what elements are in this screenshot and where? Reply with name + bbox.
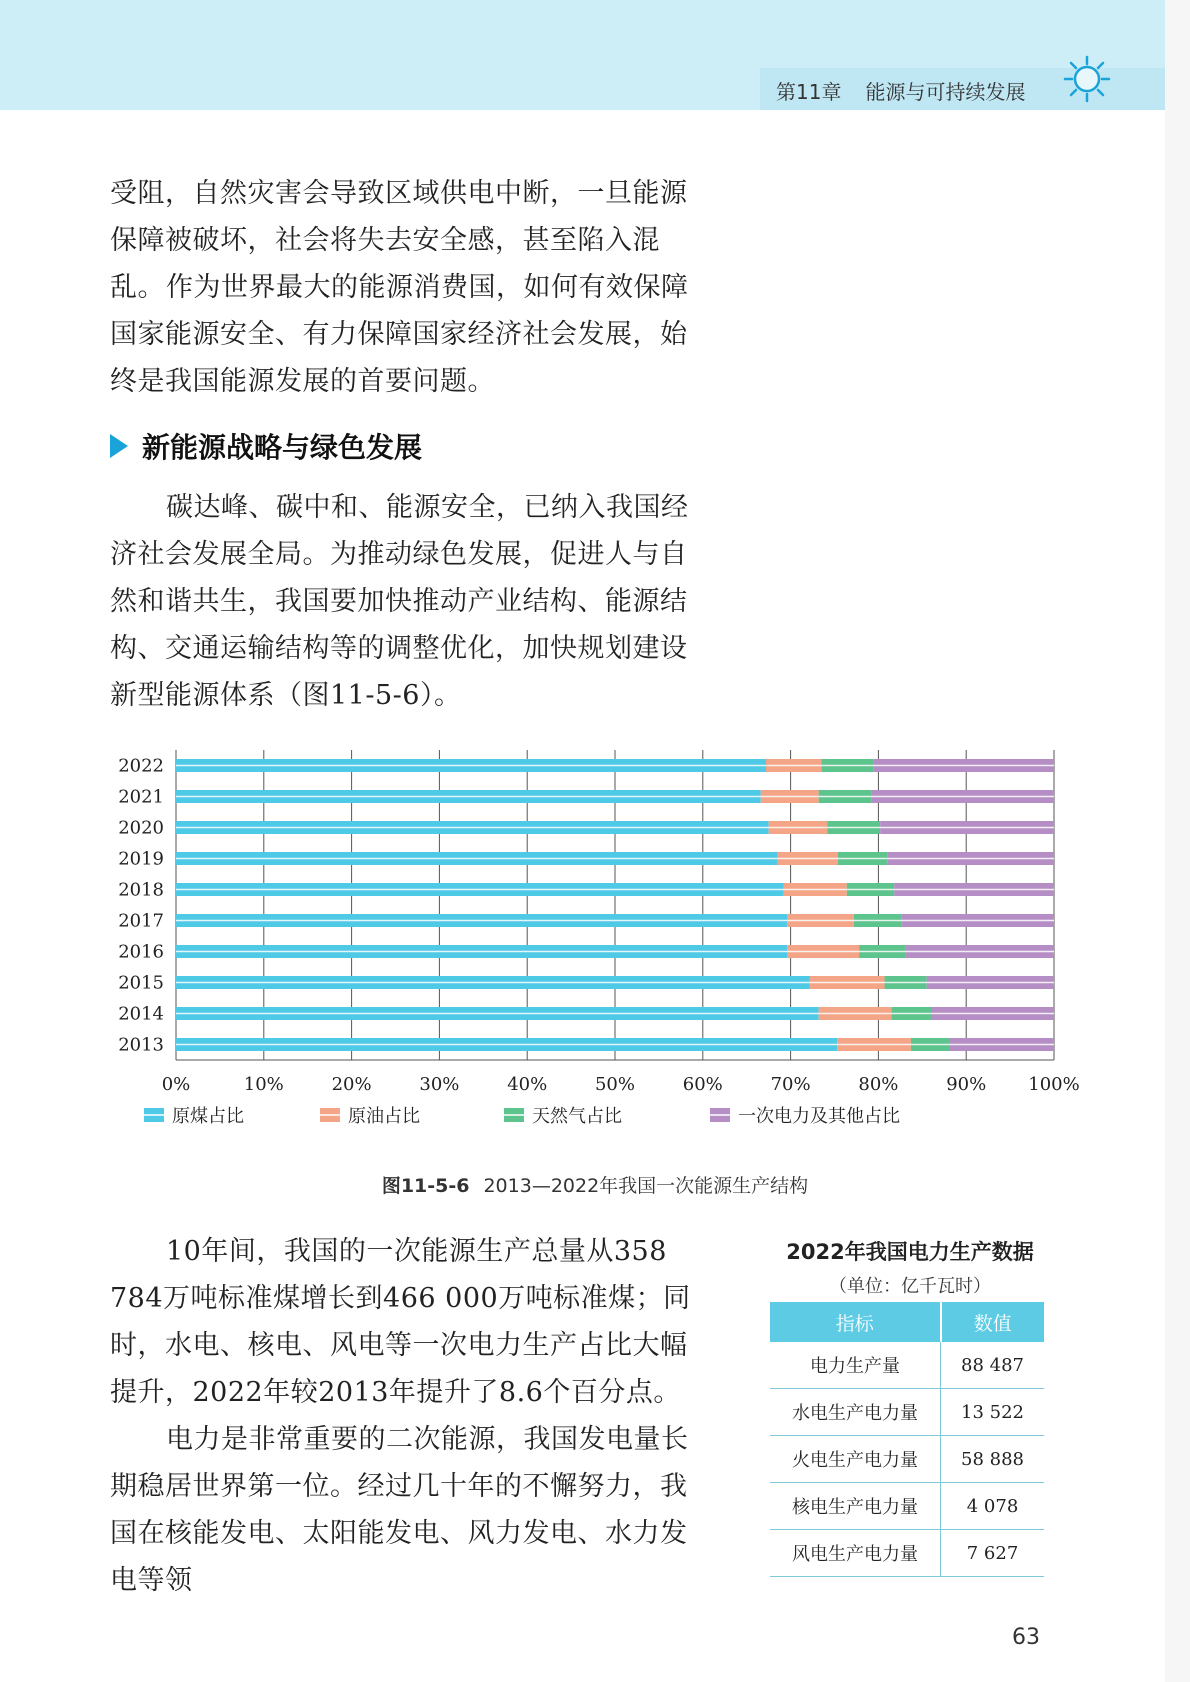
table-title: 2022年我国电力生产数据 — [786, 1240, 1034, 1264]
x-tick-label: 80% — [858, 1074, 899, 1095]
figure-caption — [0, 1171, 1190, 1198]
category-label: 2022 — [118, 755, 164, 777]
sun-icon — [1063, 55, 1111, 103]
table-row — [770, 1342, 1044, 1389]
category-label: 2013 — [118, 1034, 164, 1056]
table-cell-value: 88 487 — [941, 1342, 1045, 1389]
section-heading — [110, 426, 422, 466]
arrow-icon — [110, 434, 128, 458]
table-header-value: 数值 — [941, 1302, 1045, 1342]
figure-number: 图11-5-6 — [381, 1175, 470, 1197]
table-header-indicator: 指标 — [770, 1302, 941, 1342]
x-tick-label: 40% — [507, 1074, 548, 1095]
energy-structure-chart — [100, 740, 1080, 1190]
category-label: 2019 — [118, 848, 164, 870]
paragraph-1: 受阻，自然灾害会导致区域供电中断，一旦能源保障被破坏，社会将失去安全感，甚至陷入混乱。 — [110, 178, 688, 303]
x-tick-label: 10% — [243, 1074, 284, 1095]
table-cell-name: 电力生产量 — [770, 1342, 941, 1389]
table-cell-value: 4 078 — [941, 1483, 1045, 1530]
x-tick-label: 100% — [1028, 1074, 1080, 1095]
legend-label: 原油占比 — [348, 1106, 420, 1127]
category-label: 2016 — [118, 941, 164, 963]
x-tick-label: 60% — [682, 1074, 723, 1095]
category-label: 2015 — [118, 972, 164, 994]
table-cell-value: 7 627 — [941, 1530, 1045, 1577]
table-cell-name: 火电生产电力量 — [770, 1436, 941, 1483]
table-row — [770, 1389, 1044, 1436]
paragraph-5: 电力是非常重要的二次能源，我国发电量长期稳居世界第一位。经过几十年的不懈努力，我国在核能发电、太阳能发电、风力发电、水力发电等领 — [110, 1424, 689, 1596]
table-unit: （单位：亿千瓦时） — [829, 1276, 991, 1297]
table-row — [770, 1530, 1044, 1577]
power-data-table — [770, 1302, 1044, 1577]
x-tick-label: 50% — [594, 1074, 636, 1095]
table-header-row — [770, 1302, 1044, 1342]
x-tick-label: 70% — [770, 1074, 811, 1095]
legend-label: 一次电力及其他占比 — [738, 1106, 900, 1127]
x-tick-label: 30% — [419, 1074, 460, 1095]
table-row — [770, 1436, 1044, 1483]
table-row — [770, 1483, 1044, 1530]
category-label: 2020 — [118, 817, 164, 839]
paragraph-3: 碳达峰、碳中和、能源安全，已纳入我国经济社会发展全局。为推动绿色发展，促进人与自然和谐共生，我国要加快推动产业结构、能源结构、交通运输结构等的调整优化，加快规划建设新型能源体系（图11-5-6）。 — [110, 492, 689, 711]
category-label: 2021 — [118, 786, 164, 808]
page-edge — [1165, 0, 1190, 1682]
x-tick-label: 0% — [161, 1074, 191, 1095]
legend-label: 天然气占比 — [532, 1106, 622, 1127]
figure-caption-text: 2013—2022年我国一次能源生产结构 — [483, 1175, 809, 1197]
x-tick-label: 90% — [946, 1074, 987, 1095]
category-label: 2017 — [118, 910, 164, 932]
category-label: 2014 — [118, 1003, 164, 1025]
chapter-number: 第11章 — [776, 80, 842, 104]
table-cell-value: 58 888 — [941, 1436, 1045, 1483]
table-cell-value: 13 522 — [941, 1389, 1045, 1436]
section-title: 新能源战略与绿色发展 — [142, 431, 423, 464]
legend-label: 原煤占比 — [172, 1106, 244, 1127]
table-cell-name: 核电生产电力量 — [770, 1483, 941, 1530]
table-cell-name: 风电生产电力量 — [770, 1530, 941, 1577]
chapter-label — [776, 76, 1025, 105]
paragraph-4: 10年间，我国的一次能源生产总量从358 784万吨标准煤增长到466 000万吨标准煤；同时，水电、核电、风电等一次电力生产占比大幅提升，2022年较2013年提升了8.6个百分点。 — [110, 1236, 691, 1408]
category-label: 2018 — [118, 879, 164, 901]
chapter-title: 能源与可持续发展 — [865, 80, 1026, 104]
page-number: 63 — [1012, 1625, 1040, 1650]
table-cell-name: 水电生产电力量 — [770, 1389, 941, 1436]
x-tick-label: 20% — [331, 1074, 372, 1095]
paragraph-2: 作为世界最大的能源消费国，如何有效保障国家能源安全、有力保障国家经济社会发展，始终是我国能源发展的首要问题。 — [110, 272, 689, 397]
